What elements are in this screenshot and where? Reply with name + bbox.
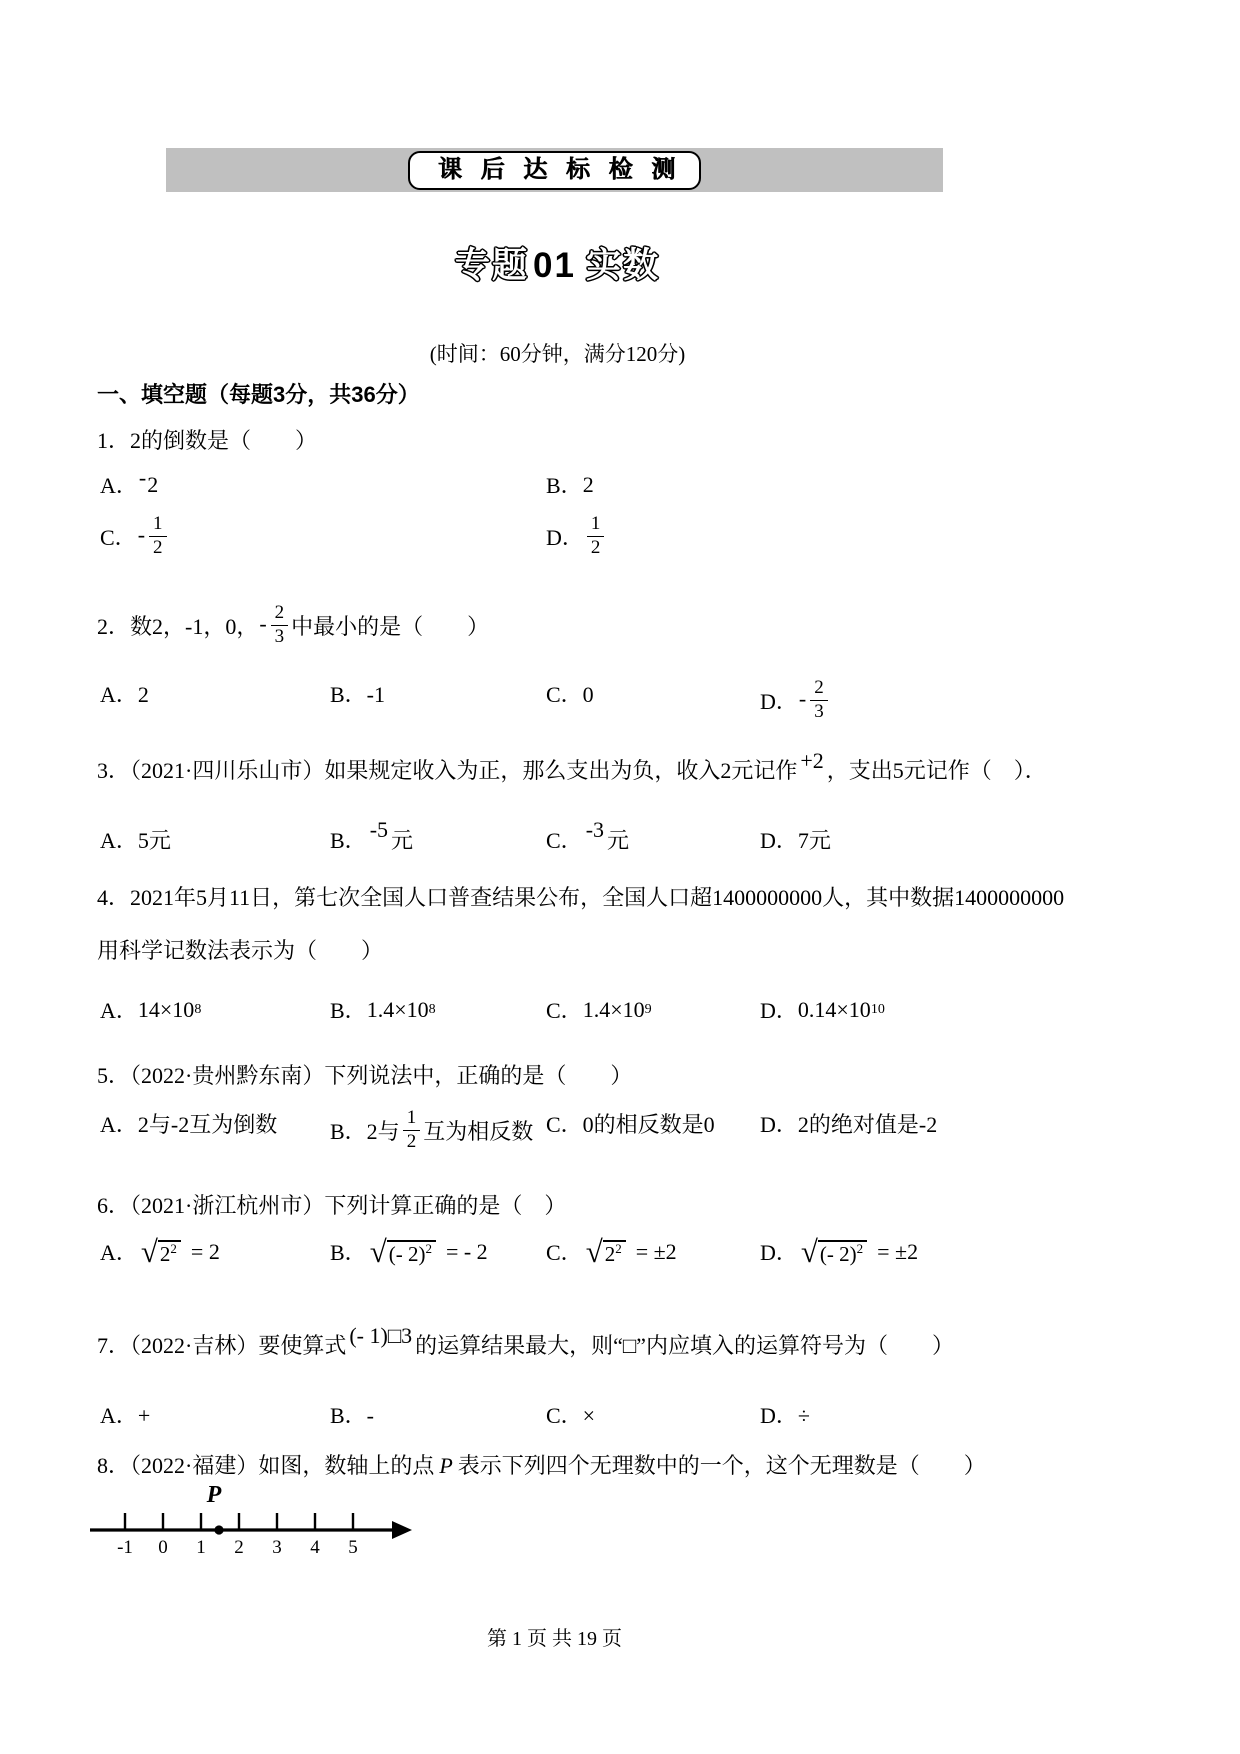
equation-result: = 2 [190, 1238, 220, 1264]
equation-result: = ±2 [635, 1238, 677, 1264]
doc-title [0, 238, 1115, 288]
radical-icon: √ [140, 1233, 158, 1269]
option-label: C． [546, 828, 583, 853]
option-text-post: 互为相反数 [423, 1118, 534, 1144]
fraction-numerator: 1 [149, 514, 167, 537]
radicand-exponent: 2 [425, 1240, 432, 1256]
question-2-stem [97, 597, 489, 653]
question-6-option-a [100, 1233, 220, 1269]
question-6-option-b [330, 1233, 488, 1269]
number-line-svg [88, 1478, 428, 1568]
equation-result: = ±2 [877, 1238, 919, 1264]
doc-title-suffix: 实数 [585, 246, 660, 285]
point-p-variable: P [439, 1453, 453, 1478]
question-2-option-d [760, 678, 831, 723]
question-7-option-c: C．× [546, 1403, 596, 1428]
unit-yuan: 元 [391, 828, 414, 853]
question-2-text-post: 中最小的是（ ） [291, 613, 490, 639]
option-label: B． [546, 473, 583, 498]
question-7-number: 7． [97, 1333, 131, 1358]
fraction [587, 514, 605, 559]
option-label: D． [546, 524, 584, 550]
question-4-option-a: A． 14×10 8 [100, 994, 201, 1025]
fraction [149, 514, 167, 559]
fraction-denominator: 2 [406, 1130, 417, 1152]
fraction-denominator: 3 [814, 700, 824, 722]
number-line-axis [90, 1513, 412, 1539]
radicand-base: (- 2) [388, 1241, 426, 1266]
option-label: D． [760, 1240, 798, 1265]
fraction [403, 1108, 421, 1153]
option-label: D． [760, 998, 798, 1023]
question-1-option-b [546, 469, 594, 500]
expression-operand: 3 [401, 1323, 413, 1348]
sci-notation-base: 1.4×10 [366, 996, 429, 1022]
question-5-option-a: A．2与-2互为倒数 [100, 1112, 278, 1137]
question-7-option-d: D．÷ [760, 1403, 810, 1428]
question-3-option-b [330, 816, 414, 855]
raised-expression [349, 1323, 412, 1348]
square-root-expression [800, 1233, 867, 1269]
question-7-option-a: A．+ [100, 1403, 151, 1428]
sci-notation-base: 1.4×10 [582, 996, 645, 1022]
question-2-option-a: A．2 [100, 682, 149, 707]
question-3-text-post: ，支出5元记作（ ）． [826, 758, 1047, 783]
question-2-text-pre: 数2，-1，0， [130, 613, 259, 639]
question-4-stem-line2: 用科学记数法表示为（ ） [97, 938, 384, 963]
option-label: B． [330, 998, 367, 1023]
question-5-option-d: D．2的绝对值是-2 [760, 1112, 938, 1137]
radicand-base: 2 [604, 1241, 616, 1266]
radical-icon: √ [585, 1233, 603, 1269]
question-3-stem [97, 748, 1047, 785]
question-5-stem: 5．（2022·贵州黔东南）下列说法中，正确的是（ ） [97, 1063, 633, 1088]
option-label: C． [100, 524, 137, 550]
option-text-pre: B．2与 [330, 1118, 400, 1144]
question-2-number: 2． [97, 613, 131, 639]
option-label: A． [100, 473, 138, 498]
question-1-number: 1． [97, 428, 131, 453]
question-4-stem-line1: 4．2021年5月11日，第七次全国人口普查结果公布，全国人口超1400000000人，其中数据1400000000 [97, 885, 1065, 910]
fraction-numerator: 2 [271, 603, 289, 626]
option-label: D． [760, 688, 798, 714]
question-2-option-c: C．0 [546, 682, 594, 707]
radicand-exponent: 2 [170, 1240, 177, 1256]
footer-page-number: 第 1 页 共 19 页 [487, 1628, 622, 1650]
question-2-option-b: B．-1 [330, 682, 386, 707]
question-3-text-pre: （2021·四川乐山市）如果规定收入为正，那么支出为负，收入2元记作 [130, 758, 798, 783]
question-8-stem [97, 1449, 986, 1480]
tick-label: 2 [234, 1537, 244, 1558]
radicand-exponent: 2 [856, 1240, 864, 1256]
equation-result: = - 2 [445, 1238, 488, 1264]
fraction-denominator: 2 [153, 536, 163, 558]
doc-title-number: 01 [533, 246, 576, 285]
banner-title: 课 后 达 标 检 测 [408, 151, 701, 190]
question-3-option-d: D．7元 [760, 828, 831, 853]
question-5-option-c: C．0的相反数是0 [546, 1112, 715, 1137]
question-1-option-a [100, 464, 159, 500]
raised-value: -5 [369, 816, 389, 842]
point-p-label: P [206, 1482, 222, 1508]
fraction-numerator: 1 [403, 1108, 421, 1131]
question-7-text-post: 的运算结果最大，则“□”内应填入的运算符号为（ ） [415, 1333, 954, 1358]
question-3-option-c [546, 816, 630, 855]
question-8-text-post: 表示下列四个无理数中的一个，这个无理数是（ ） [457, 1453, 986, 1478]
question-7-text-pre: （2022·吉林）要使算式 [130, 1333, 347, 1358]
radical-icon: √ [800, 1233, 818, 1269]
fraction-denominator: 2 [590, 536, 601, 558]
question-3-number: 3． [97, 758, 131, 783]
fraction-numerator: 1 [587, 514, 605, 537]
question-7-stem [97, 1323, 954, 1360]
question-4-option-b: B． 1.4×10 8 [330, 994, 436, 1025]
fraction-minus: - [137, 522, 146, 548]
fraction-numerator: 2 [810, 678, 828, 701]
radicand [387, 1240, 436, 1266]
axis-arrow-icon [392, 1521, 412, 1539]
radicand-base: (- 2) [819, 1241, 857, 1266]
radicand-exponent: 2 [615, 1240, 622, 1256]
radicand [603, 1240, 626, 1266]
sci-notation-base: 14×10 [137, 996, 195, 1022]
point-p-dot [214, 1525, 223, 1534]
raised-minus: - [138, 464, 147, 490]
option-label: B． [330, 1240, 367, 1265]
unit-yuan: 元 [607, 828, 630, 853]
sci-notation-base: 0.14×10 [797, 996, 871, 1022]
question-1-option-c [100, 514, 170, 559]
square-root-expression [140, 1233, 181, 1269]
question-6-option-c [546, 1233, 677, 1269]
question-6-stem: 6．（2021·浙江杭州市）下列计算正确的是（ ） [97, 1193, 567, 1218]
subtitle-time-score: (时间：60分钟，满分120分) [429, 342, 686, 366]
doc-title-prefix: 专题 [455, 246, 530, 285]
question-4-option-d: D． 0.14×10 10 [760, 994, 885, 1025]
question-1-text: 的倒数是（ ） [141, 428, 318, 453]
option-value: 2 [582, 471, 594, 497]
question-1-option-d [546, 514, 607, 559]
question-1-stem [97, 424, 317, 455]
question-3-option-a: A．5元 [100, 828, 171, 853]
raised-value: -3 [585, 816, 605, 842]
section-heading: 一、填空题（每题3分，共36分） [97, 382, 420, 407]
radicand [158, 1240, 181, 1266]
raised-plus-two: +2 [800, 748, 824, 773]
question-4-option-c: C． 1.4×10 9 [546, 994, 652, 1025]
number-line-figure [88, 1478, 428, 1574]
tick-label: 0 [158, 1537, 168, 1558]
question-5-option-b [330, 1108, 533, 1153]
radical-icon: √ [369, 1233, 387, 1269]
radicand-base: 2 [159, 1241, 171, 1266]
tick-label: 4 [310, 1537, 320, 1558]
fraction [810, 678, 828, 723]
fraction [271, 603, 289, 648]
option-value: 2 [147, 471, 159, 497]
option-label: C． [546, 1240, 583, 1265]
tick-label: -1 [117, 1537, 133, 1558]
square-root-expression [369, 1233, 436, 1269]
tick-label: 1 [196, 1537, 206, 1558]
number-line-tick-labels [117, 1537, 358, 1558]
option-label: A． [100, 998, 138, 1023]
square-root-expression [585, 1233, 626, 1269]
option-label: B． [330, 828, 367, 853]
header-banner [166, 148, 943, 192]
question-1-value: 2 [130, 428, 142, 453]
question-7-option-b: B．- [330, 1403, 375, 1428]
fraction-denominator: 3 [274, 625, 285, 647]
option-label: C． [546, 998, 583, 1023]
tick-label: 5 [348, 1537, 358, 1558]
option-label: A． [100, 1240, 138, 1265]
question-6-option-d [760, 1233, 919, 1269]
question-8-text-pre: 8．（2022·福建）如图，数轴上的点 [97, 1453, 435, 1478]
fraction-minus: - [798, 686, 807, 712]
expression-base: (- 1) [349, 1323, 388, 1348]
operator-box-placeholder: □ [387, 1323, 402, 1348]
fraction-minus: - [259, 611, 267, 636]
radicand [818, 1240, 867, 1266]
tick-label: 3 [272, 1537, 282, 1558]
